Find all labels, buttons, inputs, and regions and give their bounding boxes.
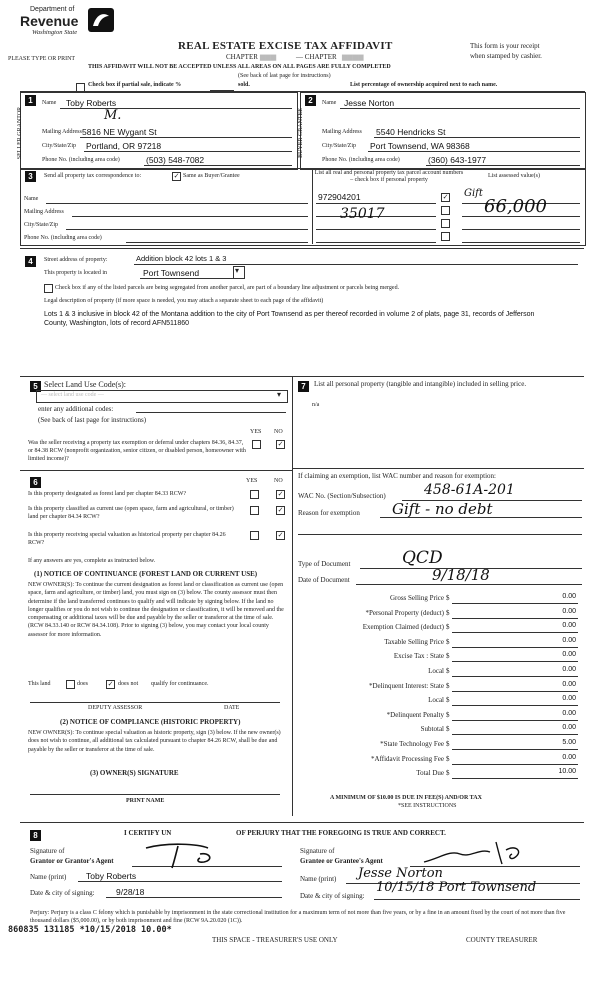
street-line — [134, 264, 578, 265]
qualify-label: qualify for continuance. — [151, 681, 209, 687]
land-use-label: Select Land Use Code(s): — [44, 380, 126, 389]
logo-dept-line2: Revenue — [20, 13, 79, 29]
total-row-label: Exemption Claimed (deduct) — [362, 623, 444, 632]
corr-phone-line — [126, 242, 308, 243]
total-row-line — [452, 764, 578, 765]
total-row-dollar: $ — [446, 623, 450, 632]
historic-yes-checkbox[interactable] — [250, 531, 259, 540]
corr-name-label: Name — [24, 196, 39, 202]
grantor-name-label: Name (print) — [30, 873, 67, 881]
forest-yes-checkbox[interactable] — [250, 490, 259, 499]
see-instructions: *SEE INSTRUCTIONS — [398, 803, 457, 809]
grantee-date: 10/15/18 Port Townsend — [376, 880, 537, 895]
parcel-number[interactable]: 972904201 — [318, 192, 361, 202]
seller-initial: M. — [104, 108, 122, 123]
total-row-dollar: $ — [446, 754, 450, 763]
total-row-line — [452, 720, 578, 721]
assessed-value: 66,000 — [484, 196, 547, 217]
street-label: Street address of property: — [44, 257, 108, 263]
historic-no-checkbox[interactable]: ✓ — [277, 531, 284, 539]
receipt-note-1: This form is your receipt — [470, 42, 540, 50]
total-row-line — [452, 632, 578, 633]
partial-sale-label: Check box if partial sale, indicate % — [88, 82, 182, 88]
personal-property-value[interactable]: n/a — [312, 402, 320, 408]
wac-value: 458-61A-201 — [424, 482, 515, 498]
doc-date-value: 9/18/18 — [432, 566, 490, 584]
seller-phone[interactable]: (503) 548-7082 — [146, 155, 205, 165]
form-title: REAL ESTATE EXCISE TAX AFFIDAVIT — [178, 40, 393, 52]
chevron-down-icon: ▾ — [277, 390, 282, 399]
grantee-name-label: Name (print) — [300, 875, 337, 883]
buyer-name[interactable]: Jesse Norton — [344, 98, 395, 108]
corr-name-line — [46, 203, 308, 204]
exemption-top-rule — [292, 468, 584, 469]
parcel-handwritten: 35017 — [340, 206, 385, 222]
current-use-yes-checkbox[interactable] — [250, 506, 259, 515]
total-row-value[interactable]: 0.00 — [562, 680, 576, 688]
segregated-checkbox[interactable] — [44, 284, 53, 293]
total-row-line — [452, 618, 578, 619]
buyer-city-label: City/State/Zip — [322, 143, 356, 149]
q-current-use: Is this property classified as current use (open space, farm and agricultural, or timber) land per chapter 84.34 RCW? — [28, 506, 234, 520]
current-use-no-checkbox[interactable]: ✓ — [277, 506, 284, 514]
grantor-sig-label: Signature of — [30, 847, 65, 855]
total-row-dollar: $ — [446, 725, 450, 734]
seller-phone-line — [144, 165, 292, 166]
section-6-top-rule — [20, 470, 292, 471]
additional-codes-label: enter any additional codes: — [38, 405, 114, 413]
s6-yes-header: YES — [246, 478, 258, 484]
perjury-note: Perjury: Perjury is a class C felony which is punishable by imprisonment in the state correctional institution for a maximum term of not more than five years, or by a fine in an amount fixed by the court of not more than five thousand dollars ($5,000.00), or by both imprisonment and fine (RCW 9A.20.020 (1C)). — [30, 910, 566, 924]
partial-sale-sold: sold. — [238, 82, 250, 88]
street-value[interactable]: Addition block 42 lots 1 & 3 — [136, 254, 227, 263]
total-row-value[interactable]: 0.00 — [562, 695, 576, 703]
chapter-right-ref: ▆▆▆▆ — [342, 53, 364, 61]
total-row-dollar: $ — [446, 608, 450, 617]
total-row-value[interactable]: 0.00 — [562, 753, 576, 761]
doc-type-label: Type of Document — [298, 560, 351, 568]
grantor-date-label: Date & city of signing: — [30, 889, 95, 897]
assessed-header: List assessed value(s) — [488, 173, 540, 179]
this-land-label: This land — [28, 681, 51, 687]
located-value[interactable]: Port Townsend — [143, 268, 200, 278]
total-row-value[interactable]: 0.00 — [562, 607, 576, 615]
parcel-3-personal-checkbox[interactable] — [441, 219, 450, 228]
seller-phone-label: Phone No. (including area code) — [42, 157, 120, 163]
q-historic: Is this property receiving special valuation as historical property per chapter 84.26 RCW? — [28, 532, 226, 546]
see-back-header: (See back of last page for instructions) — [238, 73, 331, 79]
located-dropdown[interactable] — [140, 266, 234, 279]
seller-city-line — [84, 151, 292, 152]
segregated-label: Check box if any of the listed parcels are being segregated from another parcel, are part of a boundary line adjustment or parcels being merged. — [55, 285, 400, 291]
chapter-left-ref: ▆▆▆ — [260, 53, 277, 61]
land-use-no-header: NO — [274, 429, 283, 435]
parcel-4-personal-checkbox[interactable] — [441, 232, 450, 241]
section-8-top-rule — [20, 822, 584, 823]
exemption-question: Was the seller receiving a property tax exemption or deferral under chapters 84.36, 84.37, or 84.38 RCW (nonprofit organization, senior citizen, or disabled person, homeowner with limited income)? — [28, 440, 246, 462]
grantor-name-line — [78, 881, 282, 882]
total-row-label: Subtotal — [420, 725, 444, 734]
seller-addr[interactable]: 5816 NE Wygant St — [82, 127, 157, 137]
s6-no-header: NO — [274, 478, 283, 484]
print-name-line — [30, 794, 280, 795]
grantee-date-label: Date & city of signing: — [300, 892, 365, 900]
total-row-label: *Personal Property (deduct) — [365, 608, 444, 617]
total-row-line — [452, 661, 578, 662]
total-row-line — [452, 691, 578, 692]
notice1-text: NEW OWNER(S): To continue the current designation as forest land or classification as current use (open space, farm and agriculture, or timber) land, you must sign on (3) below. The county assessor must then determine if the land transferred continues to qualify and will indicate by signing below. If the land no longer qualifies or you do not wish to continue the designation or classification, it will be removed and the compensating or additional taxes will be due and payable by the seller or transferor at the time of sale. (RCW 84.33.140 or RCW 84.34.108). Prior to signing (3) below, you may contact your local county assessor for more information. — [28, 582, 284, 638]
reason-value: Gift - no debt — [392, 500, 493, 518]
seller-addr-line — [80, 137, 292, 138]
seller-side-label: SELLER GRANTOR — [17, 106, 24, 160]
forest-no-checkbox[interactable]: ✓ — [277, 490, 284, 498]
total-row-label: *Delinquent Penalty — [386, 710, 444, 719]
total-row-label: *State Technology Fee — [380, 740, 444, 748]
logo-emblem-icon — [88, 8, 114, 32]
chevron-down-icon: ▾ — [235, 266, 240, 275]
section-3-divider — [312, 168, 313, 244]
corr-addr-line — [72, 216, 308, 217]
total-row-value[interactable]: 10.00 — [558, 768, 576, 776]
deputy-sig-line — [30, 702, 280, 703]
total-row-label: Excise Tax : State — [393, 652, 444, 661]
seller-addr-label: Mailing Address — [42, 129, 82, 135]
exemption-claim-label: If claiming an exemption, list WAC number and reason for exemption: — [298, 472, 496, 480]
seller-name[interactable]: Toby Roberts — [66, 98, 117, 108]
total-row-dollar: $ — [446, 637, 450, 646]
send-corr-label: Send all property tax correspondence to: — [44, 173, 142, 179]
total-row-dollar: $ — [446, 681, 450, 690]
certify-title-a: I CERTIFY UN — [124, 829, 172, 837]
total-row-label: *Affidavit Processing Fee — [371, 754, 444, 763]
section-8-number: 8 — [30, 830, 41, 841]
corr-phone-label: Phone No. (including area code) — [24, 235, 102, 241]
notice2-title: (2) NOTICE OF COMPLIANCE (HISTORIC PROPERTY) — [60, 718, 241, 726]
parcel-line-3 — [316, 229, 436, 230]
chapter-left: CHAPTER — [226, 53, 258, 61]
located-label: This property is located in — [44, 270, 107, 276]
certify-title-b: OF PERJURY THAT THE FOREGOING IS TRUE AND CORRECT. — [236, 829, 446, 837]
total-row-line — [452, 778, 578, 779]
assessed-line-3 — [462, 229, 580, 230]
seller-name-line — [60, 108, 292, 109]
buyer-addr[interactable]: 5540 Hendricks St — [376, 127, 446, 137]
corr-city-line — [66, 229, 308, 230]
seller-city-label: City/State/Zip — [42, 143, 76, 149]
section-6-number: 6 — [30, 477, 41, 488]
buyer-phone-line — [426, 165, 580, 166]
parcel-line-1 — [316, 203, 436, 204]
total-row-value[interactable]: 0.00 — [562, 724, 576, 732]
buyer-phone-label: Phone No. (including area code) — [322, 157, 400, 163]
legal-label: Legal description of property (if more space is needed, you may attach a separate sheet to each page of the affidavit) — [44, 298, 324, 304]
chapter-right: — CHAPTER — [296, 53, 337, 61]
assessed-note: Gift — [464, 188, 483, 199]
total-row-value[interactable]: 0.00 — [562, 636, 576, 644]
logo-dept-line1: Department of — [30, 6, 75, 13]
grantee-print-name: Jesse Norton — [358, 866, 443, 881]
buyer-addr-line — [374, 137, 580, 138]
county-treasurer-label: COUNTY TREASURER — [466, 936, 538, 944]
section-5-number: 5 — [30, 381, 41, 392]
total-row-value[interactable]: 5.00 — [562, 739, 576, 746]
if-yes-note: If any answers are yes, complete as instructed below. — [28, 558, 156, 564]
buyer-name-label: Name — [322, 100, 337, 106]
total-row-dollar: $ — [446, 696, 450, 705]
dor-logo — [6, 6, 118, 46]
parcel-header: List all real and personal property tax parcel account numbers – check box if personal property — [314, 170, 464, 183]
seller-name-label: Name — [42, 100, 57, 106]
buyer-city-line — [368, 151, 580, 152]
doc-date-label: Date of Document — [298, 576, 350, 584]
land-use-value: — select land use code — — [41, 392, 104, 398]
total-row-dollar: $ — [446, 769, 450, 778]
totals-table — [300, 594, 580, 784]
corr-city-label: City/State/Zip — [24, 222, 58, 228]
same-as-buyer-checkbox[interactable]: ✓ — [173, 172, 180, 180]
total-row-label: Local — [428, 696, 444, 705]
middle-divider — [292, 376, 293, 816]
total-row-line — [452, 749, 578, 750]
total-row-dollar: $ — [446, 740, 450, 748]
land-use-select[interactable] — [36, 390, 288, 403]
parcel-1-personal-checkbox[interactable]: ✓ — [442, 193, 449, 201]
does-not-checkbox[interactable]: ✓ — [107, 680, 114, 688]
grantor-signature — [138, 838, 238, 870]
buyer-side-label: BUYER GRANTEE — [297, 108, 304, 158]
total-row-value[interactable]: 0.00 — [562, 593, 576, 600]
wac-label: WAC No. (Section/Subsection) — [298, 492, 386, 500]
assessed-line-4 — [462, 242, 580, 243]
legal-value[interactable]: Lots 1 & 3 inclusive in block 42 of the Montana addition to the city of Port Townsend as per thereof recorded in volume 2 of plats, page 31, records of Jefferson County, Washington, lots of record AFN511860 — [44, 311, 535, 327]
print-name-label: PRINT NAME — [126, 798, 165, 804]
receipt-note-2: when stamped by cashier. — [470, 52, 542, 60]
total-row-value[interactable]: 0.00 — [562, 651, 576, 659]
minimum-due: A MINIMUM OF $10.00 IS DUE IN FEE(S) AND/OR TAX — [330, 795, 482, 801]
seller-city[interactable]: Portland, OR 97218 — [86, 141, 162, 151]
does-label: does — [77, 681, 88, 687]
grantee-agent-label: Grantee or Grantee's Agent — [300, 857, 383, 865]
total-row-value[interactable]: 0.00 — [562, 666, 576, 673]
logo-dept-line3: Washington State — [32, 29, 78, 36]
doc-date-line — [356, 584, 582, 585]
notice2-text: NEW OWNER(S): To continue special valuation as historic property, sign (3) below. If the new owner(s) does not wish to continue, all additional tax calculated pursuant to chapter 84.26 RCW, shall be due and payable by the seller or transferor at the time of sale. — [28, 730, 281, 753]
buyer-city[interactable]: Port Townsend, WA 98368 — [370, 141, 470, 151]
total-row-dollar: $ — [446, 710, 450, 719]
land-use-yes-header: YES — [250, 429, 262, 435]
ownership-note: List percentage of ownership acquired next to each name. — [350, 82, 498, 88]
grantee-sig-label: Signature of — [300, 847, 335, 855]
reason-label: Reason for exemption — [298, 509, 360, 517]
deputy-date-label: DATE — [224, 705, 240, 711]
section-5-top-rule — [20, 376, 584, 377]
buyer-phone[interactable]: (360) 643-1977 — [428, 155, 487, 165]
personal-property-label: List all personal property (tangible and intangible) included in selling price. — [314, 380, 527, 388]
total-row-label: Gross Selling Price — [389, 594, 444, 602]
total-row-value[interactable]: 0.00 — [562, 622, 576, 630]
exemption-no-checkbox[interactable]: ✓ — [277, 440, 284, 448]
total-row-line — [452, 705, 578, 706]
owner-signature-label: (3) OWNER(S) SIGNATURE — [90, 769, 179, 777]
grantor-agent-label: Grantor or Grantor's Agent — [30, 857, 114, 865]
total-row-line — [452, 734, 578, 735]
total-row-line — [452, 603, 578, 604]
does-checkbox[interactable] — [66, 680, 75, 689]
does-not-label: does not — [118, 681, 139, 687]
total-row-label: Taxable Selling Price — [384, 637, 444, 646]
q-forest-land: Is this property designated as forest land per chapter 84.33 RCW? — [28, 491, 187, 497]
doc-type-value: QCD — [402, 548, 443, 568]
section-7-number: 7 — [298, 381, 309, 392]
section-2-number: 2 — [305, 95, 316, 106]
total-row-dollar: $ — [446, 652, 450, 661]
land-use-see-back: (See back of last page for instructions) — [38, 416, 147, 424]
section-4-number: 4 — [25, 256, 36, 267]
deputy-assessor-label: DEPUTY ASSESSOR — [88, 705, 143, 711]
buyer-addr-label: Mailing Address — [322, 129, 362, 135]
corr-addr-label: Mailing Address — [24, 209, 64, 215]
total-row-line — [452, 647, 578, 648]
additional-codes-line — [136, 412, 286, 413]
total-row-dollar: $ — [446, 594, 450, 602]
notice1-title: (1) NOTICE OF CONTINUANCE (FOREST LAND OR CURRENT USE) — [34, 570, 258, 578]
treasurer-space-label: THIS SPACE - TREASURER'S USE ONLY — [212, 936, 338, 944]
section-4-box — [20, 248, 584, 367]
total-row-label: Local — [428, 667, 444, 675]
total-row-line — [452, 676, 578, 677]
exemption-yes-checkbox[interactable] — [252, 440, 261, 449]
treasurer-stamp: 860835 131185 *10/15/2018 10.00* — [8, 925, 176, 935]
please-type: PLEASE TYPE OR PRINT — [8, 56, 76, 62]
grantor-date-line — [106, 897, 282, 898]
grantee-signature — [420, 836, 530, 868]
same-as-buyer-label: Same as Buyer/Grantee — [183, 173, 240, 179]
parcel-2-personal-checkbox[interactable] — [441, 206, 450, 215]
total-row-label: Total Due — [416, 769, 444, 778]
section-1-number: 1 — [25, 95, 36, 106]
warning-text: THIS AFFIDAVIT WILL NOT BE ACCEPTED UNLESS ALL AREAS ON ALL PAGES ARE FULLY COMPLETED — [88, 64, 391, 70]
buyer-name-line — [340, 108, 580, 109]
grantee-date-line — [374, 899, 580, 900]
total-row-value[interactable]: 0.00 — [562, 709, 576, 717]
total-row-label: *Delinquent Interest: State — [368, 681, 444, 690]
grantor-print-name[interactable]: Toby Roberts — [86, 871, 137, 881]
grantor-date[interactable]: 9/28/18 — [116, 887, 145, 897]
reason-line-2 — [298, 534, 582, 535]
parcel-line-4 — [316, 242, 436, 243]
total-row-dollar: $ — [446, 667, 450, 675]
section-3-number: 3 — [25, 171, 36, 182]
